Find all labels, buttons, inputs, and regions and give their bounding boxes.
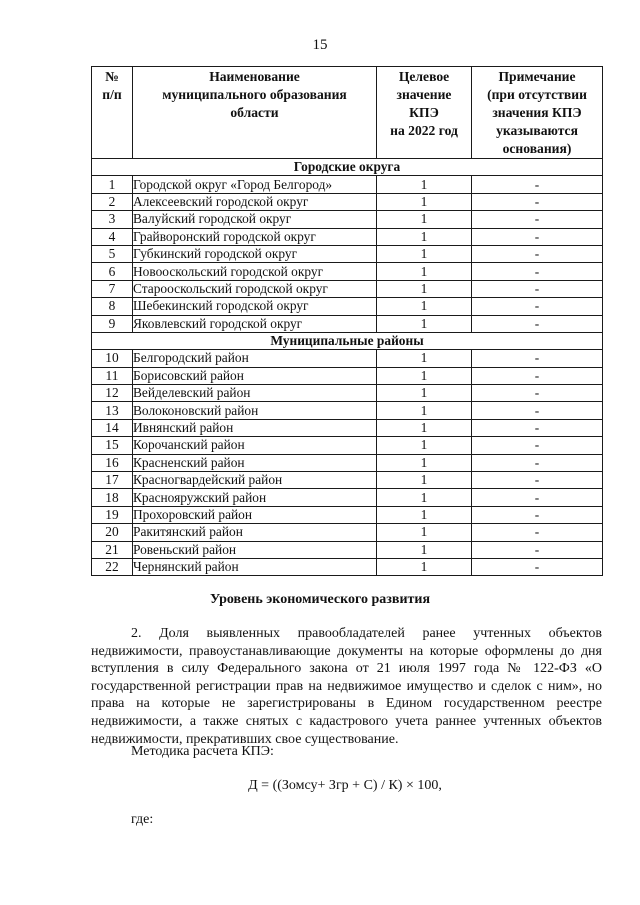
row-note: - bbox=[472, 558, 603, 575]
row-note: - bbox=[472, 524, 603, 541]
table-header-row bbox=[92, 67, 603, 159]
table-row bbox=[92, 176, 603, 193]
header-name bbox=[133, 67, 377, 159]
table-row bbox=[92, 524, 603, 541]
header-note-line: указываются bbox=[496, 123, 578, 138]
section-heading: Уровень экономического развития bbox=[209, 592, 431, 607]
row-note: - bbox=[472, 454, 603, 471]
header-note-title: Примечание bbox=[498, 69, 576, 84]
row-note: - bbox=[472, 350, 603, 367]
row-name: Вейделевский район bbox=[133, 385, 377, 402]
row-value: 1 bbox=[377, 315, 472, 332]
row-name: Ивнянский район bbox=[133, 419, 377, 436]
row-note: - bbox=[472, 385, 603, 402]
row-name: Яковлевский городской округ bbox=[133, 315, 377, 332]
row-value: 1 bbox=[377, 454, 472, 471]
row-name: Новооскольский городской округ bbox=[133, 263, 377, 280]
formula: Д = ((Зомсу+ Згр + С) / К) × 100, bbox=[248, 778, 442, 793]
header-num bbox=[92, 67, 133, 159]
row-note: - bbox=[472, 280, 603, 297]
row-note: - bbox=[472, 298, 603, 315]
row-name: Краснояружский район bbox=[133, 489, 377, 506]
row-value: 1 bbox=[377, 245, 472, 262]
page-number: 15 bbox=[312, 37, 328, 53]
table-row bbox=[92, 263, 603, 280]
row-num: 18 bbox=[92, 489, 133, 506]
row-value: 1 bbox=[377, 367, 472, 384]
row-name: Чернянский район bbox=[133, 558, 377, 575]
header-note-line: значения КПЭ bbox=[492, 105, 582, 120]
header-target-line: на 2022 год bbox=[390, 123, 458, 138]
row-note: - bbox=[472, 176, 603, 193]
row-name: Алексеевский городской округ bbox=[133, 193, 377, 210]
row-name: Прохоровский район bbox=[133, 506, 377, 523]
row-name: Корочанский район bbox=[133, 437, 377, 454]
row-note: - bbox=[472, 228, 603, 245]
row-num: 13 bbox=[92, 402, 133, 419]
row-value: 1 bbox=[377, 298, 472, 315]
row-name: Старооскольский городской округ bbox=[133, 280, 377, 297]
section-row-urban bbox=[92, 159, 603, 176]
table-row bbox=[92, 385, 603, 402]
row-name: Губкинский городской округ bbox=[133, 245, 377, 262]
row-num: 11 bbox=[92, 367, 133, 384]
row-num: 21 bbox=[92, 541, 133, 558]
row-name: Ровеньский район bbox=[133, 541, 377, 558]
row-value: 1 bbox=[377, 419, 472, 436]
row-note: - bbox=[472, 489, 603, 506]
row-num: 15 bbox=[92, 437, 133, 454]
row-num: 10 bbox=[92, 350, 133, 367]
header-num-line: п/п bbox=[102, 87, 122, 102]
row-value: 1 bbox=[377, 385, 472, 402]
table-row bbox=[92, 541, 603, 558]
row-name: Борисовский район bbox=[133, 367, 377, 384]
where-label: где: bbox=[131, 812, 154, 827]
header-note-line: (при отсутствии bbox=[487, 87, 587, 102]
row-num: 20 bbox=[92, 524, 133, 541]
kpe-table bbox=[91, 66, 603, 576]
row-num: 14 bbox=[92, 419, 133, 436]
row-note: - bbox=[472, 263, 603, 280]
row-num: 19 bbox=[92, 506, 133, 523]
row-num: 7 bbox=[92, 280, 133, 297]
table-row bbox=[92, 367, 603, 384]
row-note: - bbox=[472, 402, 603, 419]
row-note: - bbox=[472, 541, 603, 558]
table-row bbox=[92, 280, 603, 297]
header-num-line: № bbox=[105, 69, 119, 84]
table-row bbox=[92, 245, 603, 262]
row-name: Волоконовский район bbox=[133, 402, 377, 419]
row-note: - bbox=[472, 315, 603, 332]
section-urban-label: Городские округа bbox=[92, 159, 603, 176]
row-value: 1 bbox=[377, 176, 472, 193]
row-name: Шебекинский городской округ bbox=[133, 298, 377, 315]
row-value: 1 bbox=[377, 489, 472, 506]
row-num: 12 bbox=[92, 385, 133, 402]
row-value: 1 bbox=[377, 228, 472, 245]
row-value: 1 bbox=[377, 558, 472, 575]
row-name: Валуйский городской округ bbox=[133, 211, 377, 228]
table-row bbox=[92, 350, 603, 367]
row-note: - bbox=[472, 437, 603, 454]
row-num: 9 bbox=[92, 315, 133, 332]
row-name: Городской округ «Город Белгород» bbox=[133, 176, 377, 193]
section-row-districts bbox=[92, 332, 603, 349]
row-note: - bbox=[472, 472, 603, 489]
table-row bbox=[92, 402, 603, 419]
row-value: 1 bbox=[377, 350, 472, 367]
row-num: 4 bbox=[92, 228, 133, 245]
table-row bbox=[92, 298, 603, 315]
row-name: Красненский район bbox=[133, 454, 377, 471]
row-value: 1 bbox=[377, 437, 472, 454]
row-num: 5 bbox=[92, 245, 133, 262]
row-value: 1 bbox=[377, 263, 472, 280]
table-row bbox=[92, 437, 603, 454]
row-note: - bbox=[472, 367, 603, 384]
header-note bbox=[472, 67, 603, 159]
header-target-line: Целевое bbox=[398, 69, 450, 84]
header-target-line: значение bbox=[396, 87, 452, 102]
row-num: 1 bbox=[92, 176, 133, 193]
header-target-line: КПЭ bbox=[409, 105, 439, 120]
row-num: 6 bbox=[92, 263, 133, 280]
table-row bbox=[92, 489, 603, 506]
row-value: 1 bbox=[377, 472, 472, 489]
table-row bbox=[92, 472, 603, 489]
header-name-line: области bbox=[230, 105, 279, 120]
row-num: 16 bbox=[92, 454, 133, 471]
table-row bbox=[92, 506, 603, 523]
table-row bbox=[92, 315, 603, 332]
row-note: - bbox=[472, 506, 603, 523]
row-name: Ракитянский район bbox=[133, 524, 377, 541]
row-value: 1 bbox=[377, 402, 472, 419]
row-value: 1 bbox=[377, 506, 472, 523]
header-note-line: основания) bbox=[502, 141, 572, 156]
row-note: - bbox=[472, 419, 603, 436]
table-row bbox=[92, 558, 603, 575]
row-value: 1 bbox=[377, 211, 472, 228]
row-value: 1 bbox=[377, 541, 472, 558]
table-row bbox=[92, 419, 603, 436]
row-value: 1 bbox=[377, 280, 472, 297]
table-row bbox=[92, 454, 603, 471]
row-note: - bbox=[472, 245, 603, 262]
table-row bbox=[92, 228, 603, 245]
row-num: 22 bbox=[92, 558, 133, 575]
row-name: Грайворонский городской округ bbox=[133, 228, 377, 245]
row-value: 1 bbox=[377, 193, 472, 210]
body-paragraph: 2. Доля выявленных правообладателей ранее учтенных объектов недвижимости, правоустанавливающие документы на которые оформлены до дня вступления в силу Федерального закона от 21 июля 1997 года № 122-ФЗ «О государственной регистрации прав на недвижимое имущество и сделок с ним», но права на которые не зарегистрированы в Едином государственном реестре недвижимости, а также снятых с кадастрового учета раннее учтенных объектов недвижимости, прекративших свое существование. bbox=[91, 626, 602, 747]
row-num: 8 bbox=[92, 298, 133, 315]
header-target bbox=[377, 67, 472, 159]
row-name: Красногвардейский район bbox=[133, 472, 377, 489]
row-name: Белгородский район bbox=[133, 350, 377, 367]
row-num: 3 bbox=[92, 211, 133, 228]
table-row bbox=[92, 211, 603, 228]
section-districts-label: Муниципальные районы bbox=[92, 332, 603, 349]
row-note: - bbox=[472, 211, 603, 228]
row-num: 17 bbox=[92, 472, 133, 489]
row-note: - bbox=[472, 193, 603, 210]
row-num: 2 bbox=[92, 193, 133, 210]
method-label: Методика расчета КПЭ: bbox=[131, 744, 274, 759]
header-name-line: муниципального образования bbox=[162, 87, 347, 102]
row-value: 1 bbox=[377, 524, 472, 541]
header-name-line: Наименование bbox=[209, 69, 300, 84]
table-row bbox=[92, 193, 603, 210]
